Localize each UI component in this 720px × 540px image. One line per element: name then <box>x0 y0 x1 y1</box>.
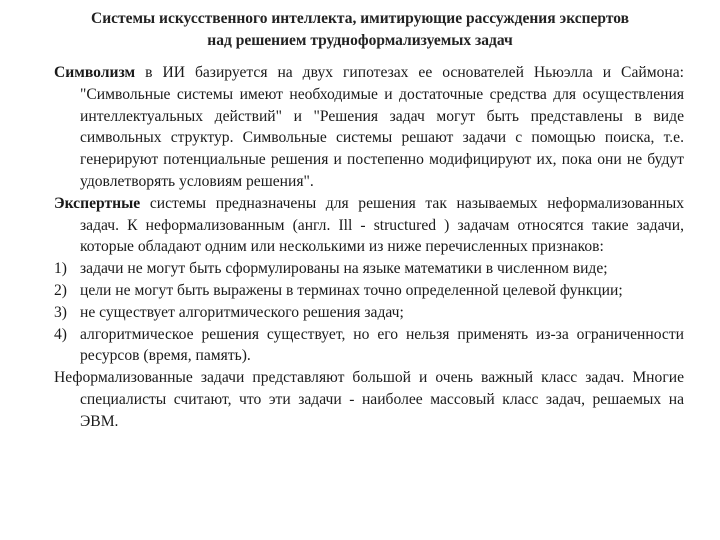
expert-systems-paragraph <box>54 193 684 258</box>
title-line-1: Системы искусственного интеллекта, имитирующие рассуждения экспертов <box>91 10 629 27</box>
symbolism-paragraph <box>54 62 684 193</box>
list-item-number: 2) <box>54 281 67 299</box>
list-item-text: задачи не могут быть сформулированы на языке математики в численном виде; <box>80 260 608 278</box>
expert-systems-term: Экспертные <box>54 194 141 212</box>
list-item-text: цели не могут быть выражены в терминах точно определенной целевой функции; <box>80 281 623 299</box>
symbolism-text: в ИИ базируется на двух гипотезах ее основателей Ньюэлла и Саймона: "Символьные системы имеют необходимые и достаточные средства для осуществления интеллектуальных действий" и "Решения задач могут быть представлены в виде символьных структур. Символьные системы решают задачи с помощью поиска, т.е. генерируют потенциальные решения и постепенно модифицируют их, пока они не будут удовлетворять условиям решения". <box>80 64 684 190</box>
list-item-text: алгоритмическое решения существует, но его нельзя применять из-за ограниченности ресурсов (время, память). <box>80 325 684 365</box>
list-item <box>54 258 684 280</box>
list-item-number: 3) <box>54 303 67 321</box>
list-item <box>54 324 684 368</box>
closing-paragraph: Неформализованные задачи представляют большой и очень важный класс задач. Многие специалисты считают, что эти задачи - наиболее массовый класс задач, решаемых на ЭВМ. <box>54 369 684 430</box>
list-item <box>54 280 684 302</box>
title-line-2: над решением трудноформализуемых задач <box>207 32 513 49</box>
list-item-number: 4) <box>54 325 67 343</box>
symbolism-term: Символизм <box>54 64 136 81</box>
page-title <box>40 8 680 52</box>
list-item <box>54 302 684 324</box>
expert-systems-text: системы предназначены для решения так называемых неформализованных задач. К неформализованным (англ. Ill - structured ) задачам относятся такие задачи, которые обладают одним или несколькими из ниже перечисленных признаков: <box>80 194 684 256</box>
list-item-number: 1) <box>54 260 67 278</box>
list-item-text: не существует алгоритмического решения задач; <box>80 303 404 321</box>
body-text <box>54 62 684 433</box>
